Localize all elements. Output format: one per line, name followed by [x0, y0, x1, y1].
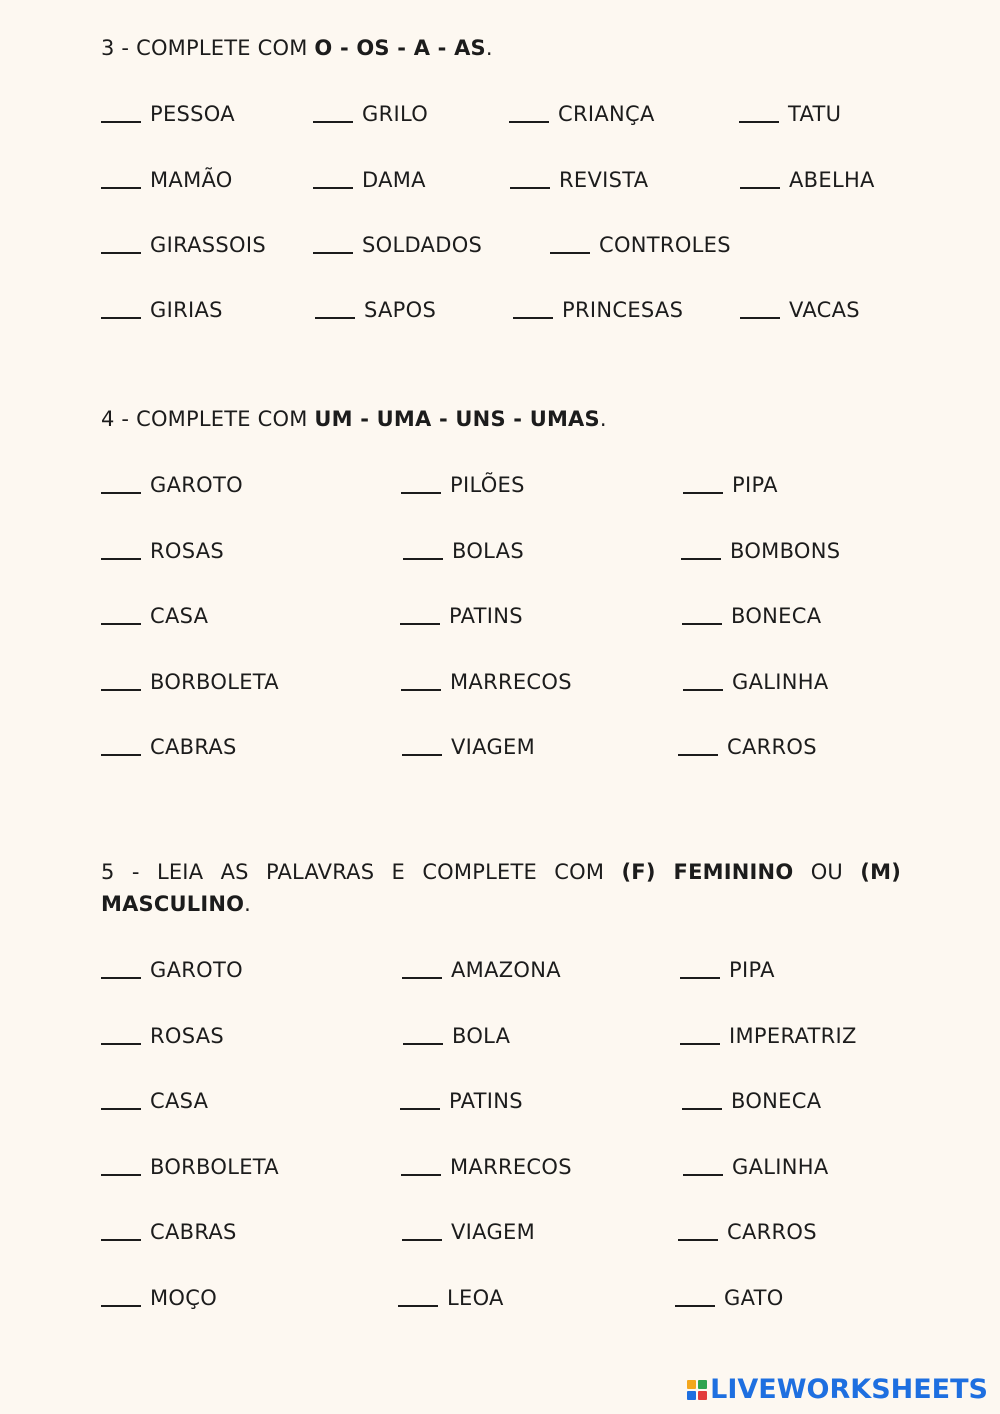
answer-blank[interactable] — [683, 1154, 723, 1176]
section-4-heading-options: UM - UMA - UNS - UMAS — [314, 407, 600, 431]
answer-blank[interactable] — [101, 957, 141, 979]
answer-blank[interactable] — [400, 603, 440, 625]
exercise-word: GATO — [724, 1286, 784, 1310]
exercise-item — [403, 536, 524, 563]
exercise-word: GAROTO — [150, 958, 243, 982]
answer-blank[interactable] — [101, 538, 141, 560]
answer-blank[interactable] — [680, 957, 720, 979]
section-4-row — [0, 470, 1000, 500]
exercise-item — [101, 1283, 217, 1310]
exercise-item — [739, 99, 841, 126]
exercise-item — [402, 732, 535, 759]
exercise-item — [101, 230, 266, 257]
exercise-item — [402, 1217, 535, 1244]
section-5-heading-feminine: (F) FEMININO — [621, 860, 794, 884]
answer-blank[interactable] — [101, 734, 141, 756]
exercise-word: SAPOS — [364, 298, 437, 322]
answer-blank[interactable] — [682, 1088, 722, 1110]
exercise-item — [101, 470, 243, 497]
exercise-word: PILÕES — [450, 473, 525, 497]
exercise-item — [101, 732, 237, 759]
exercise-item — [402, 955, 561, 982]
exercise-item — [101, 536, 224, 563]
answer-blank[interactable] — [510, 167, 550, 189]
exercise-item — [680, 955, 775, 982]
exercise-word: PATINS — [449, 1089, 523, 1113]
exercise-word: MARRECOS — [450, 1155, 572, 1179]
exercise-word: TATU — [788, 102, 842, 126]
answer-blank[interactable] — [402, 957, 442, 979]
exercise-item — [683, 667, 829, 694]
exercise-item — [550, 230, 731, 257]
exercise-word: ABELHA — [789, 168, 875, 192]
section-5-row — [0, 1021, 1000, 1051]
answer-blank[interactable] — [683, 472, 723, 494]
section-4-heading — [101, 403, 607, 435]
exercise-word: SOLDADOS — [362, 233, 483, 257]
answer-blank[interactable] — [509, 101, 549, 123]
answer-blank[interactable] — [739, 101, 779, 123]
answer-blank[interactable] — [313, 101, 353, 123]
section-3-heading-suffix: . — [485, 36, 493, 60]
section-3-row — [0, 99, 1000, 129]
answer-blank[interactable] — [682, 603, 722, 625]
exercise-item — [398, 1283, 504, 1310]
exercise-word: BOLAS — [452, 539, 524, 563]
exercise-item — [101, 667, 279, 694]
exercise-word: PIPA — [729, 958, 775, 982]
exercise-item — [740, 295, 860, 322]
section-4-heading-suffix: . — [599, 407, 607, 431]
exercise-word: ROSAS — [150, 539, 225, 563]
exercise-word: PRINCESAS — [562, 298, 684, 322]
exercise-item — [401, 470, 525, 497]
exercise-word: CABRAS — [150, 735, 237, 759]
exercise-item — [101, 1021, 224, 1048]
section-3-row — [0, 295, 1000, 325]
section-5-row — [0, 1152, 1000, 1182]
section-5-heading-mid: OU — [793, 860, 861, 884]
exercise-item — [101, 165, 233, 192]
liveworksheets-logo[interactable] — [687, 1374, 988, 1405]
exercise-item — [675, 1283, 784, 1310]
exercise-item — [400, 601, 523, 628]
exercise-item — [400, 1086, 523, 1113]
exercise-item — [510, 165, 648, 192]
answer-blank[interactable] — [101, 472, 141, 494]
logo-square — [698, 1380, 707, 1389]
exercise-word: VIAGEM — [451, 735, 536, 759]
answer-blank[interactable] — [680, 1023, 720, 1045]
exercise-item — [682, 601, 821, 628]
exercise-item — [740, 165, 875, 192]
section-5-row — [0, 955, 1000, 985]
section-4-heading-prefix: 4 - COMPLETE COM — [101, 407, 315, 431]
answer-blank[interactable] — [101, 603, 141, 625]
exercise-item — [101, 955, 243, 982]
exercise-item — [401, 1152, 572, 1179]
exercise-item — [101, 99, 235, 126]
exercise-word: VIAGEM — [451, 1220, 536, 1244]
exercise-item — [101, 601, 208, 628]
exercise-word: CARROS — [727, 1220, 817, 1244]
answer-blank[interactable] — [101, 167, 141, 189]
section-5-row — [0, 1283, 1000, 1313]
exercise-word: GIRIAS — [150, 298, 223, 322]
answer-blank[interactable] — [401, 472, 441, 494]
answer-blank[interactable] — [313, 232, 353, 254]
section-3-heading — [101, 32, 493, 64]
exercise-word: CRIANÇA — [558, 102, 655, 126]
exercise-word: PESSOA — [150, 102, 235, 126]
exercise-word: BOMBONS — [730, 539, 841, 563]
exercise-item — [101, 1152, 279, 1179]
exercise-item — [101, 1217, 237, 1244]
exercise-word: ROSAS — [150, 1024, 225, 1048]
exercise-word: DAMA — [362, 168, 426, 192]
exercise-word: CASA — [150, 1089, 209, 1113]
answer-blank[interactable] — [403, 1023, 443, 1045]
answer-blank[interactable] — [101, 297, 141, 319]
exercise-item — [683, 1152, 829, 1179]
logo-squares-icon — [687, 1380, 707, 1400]
exercise-item — [680, 1021, 857, 1048]
exercise-word: IMPERATRIZ — [729, 1024, 857, 1048]
exercise-item — [683, 470, 778, 497]
exercise-word: GAROTO — [150, 473, 243, 497]
answer-blank[interactable] — [400, 1088, 440, 1110]
answer-blank[interactable] — [101, 1088, 141, 1110]
answer-blank[interactable] — [398, 1285, 438, 1307]
answer-blank[interactable] — [315, 297, 355, 319]
logo-square — [687, 1391, 696, 1400]
logo-square — [698, 1391, 707, 1400]
exercise-word: BONECA — [731, 1089, 822, 1113]
exercise-item — [313, 99, 428, 126]
exercise-item — [101, 1086, 208, 1113]
section-5-heading — [101, 856, 901, 920]
exercise-item — [101, 295, 223, 322]
section-5-heading-masculine: (M) MASCULINO — [101, 860, 901, 916]
answer-blank[interactable] — [101, 1023, 141, 1045]
exercise-word: LEOA — [447, 1286, 504, 1310]
exercise-word: GRILO — [362, 102, 429, 126]
exercise-item — [403, 1021, 510, 1048]
exercise-word: PIPA — [732, 473, 778, 497]
exercise-word: REVISTA — [559, 168, 649, 192]
exercise-word: CABRAS — [150, 1220, 237, 1244]
answer-blank[interactable] — [403, 538, 443, 560]
answer-blank[interactable] — [101, 1219, 141, 1241]
exercise-word: MARRECOS — [450, 670, 572, 694]
section-3-heading-options: O - OS - A - AS — [314, 36, 486, 60]
answer-blank[interactable] — [101, 1285, 141, 1307]
exercise-word: MOÇO — [150, 1286, 218, 1310]
answer-blank[interactable] — [683, 669, 723, 691]
exercise-word: BOLA — [452, 1024, 511, 1048]
exercise-item — [678, 1217, 817, 1244]
answer-blank[interactable] — [402, 1219, 442, 1241]
answer-blank[interactable] — [675, 1285, 715, 1307]
answer-blank[interactable] — [101, 1154, 141, 1176]
answer-blank[interactable] — [402, 734, 442, 756]
answer-blank[interactable] — [401, 669, 441, 691]
section-5-row — [0, 1217, 1000, 1247]
exercise-item — [509, 99, 655, 126]
section-3-row — [0, 165, 1000, 195]
exercise-word: MAMÃO — [150, 168, 233, 192]
section-4-row — [0, 536, 1000, 566]
section-4-row — [0, 601, 1000, 631]
exercise-word: BONECA — [731, 604, 822, 628]
section-5-row — [0, 1086, 1000, 1116]
exercise-word: AMAZONA — [451, 958, 561, 982]
exercise-item — [315, 295, 436, 322]
exercise-word: BORBOLETA — [150, 1155, 279, 1179]
logo-square — [687, 1380, 696, 1389]
section-3-row — [0, 230, 1000, 260]
answer-blank[interactable] — [401, 1154, 441, 1176]
exercise-item — [313, 165, 426, 192]
exercise-word: CASA — [150, 604, 209, 628]
exercise-item — [681, 536, 840, 563]
exercise-word: GALINHA — [732, 1155, 829, 1179]
exercise-item — [401, 667, 572, 694]
answer-blank[interactable] — [513, 297, 553, 319]
answer-blank[interactable] — [740, 167, 780, 189]
exercise-item — [682, 1086, 821, 1113]
section-5-heading-suffix: . — [244, 892, 252, 916]
answer-blank[interactable] — [101, 232, 141, 254]
answer-blank[interactable] — [550, 232, 590, 254]
exercise-item — [513, 295, 683, 322]
answer-blank[interactable] — [740, 297, 780, 319]
answer-blank[interactable] — [101, 101, 141, 123]
exercise-word: BORBOLETA — [150, 670, 279, 694]
exercise-word: CONTROLES — [599, 233, 731, 257]
answer-blank[interactable] — [678, 1219, 718, 1241]
section-5-heading-prefix: 5 - LEIA AS PALAVRAS E COMPLETE COM — [101, 860, 622, 884]
exercise-word: CARROS — [727, 735, 817, 759]
exercise-word: PATINS — [449, 604, 523, 628]
section-4-row — [0, 667, 1000, 697]
exercise-word: VACAS — [789, 298, 860, 322]
exercise-item — [313, 230, 482, 257]
exercise-word: GIRASSOIS — [150, 233, 266, 257]
exercise-word: GALINHA — [732, 670, 829, 694]
answer-blank[interactable] — [101, 669, 141, 691]
exercise-item — [678, 732, 817, 759]
answer-blank[interactable] — [681, 538, 721, 560]
answer-blank[interactable] — [313, 167, 353, 189]
section-4-row — [0, 732, 1000, 762]
answer-blank[interactable] — [678, 734, 718, 756]
section-3-heading-prefix: 3 - COMPLETE COM — [101, 36, 315, 60]
logo-text: LIVEWORKSHEETS — [710, 1374, 988, 1405]
